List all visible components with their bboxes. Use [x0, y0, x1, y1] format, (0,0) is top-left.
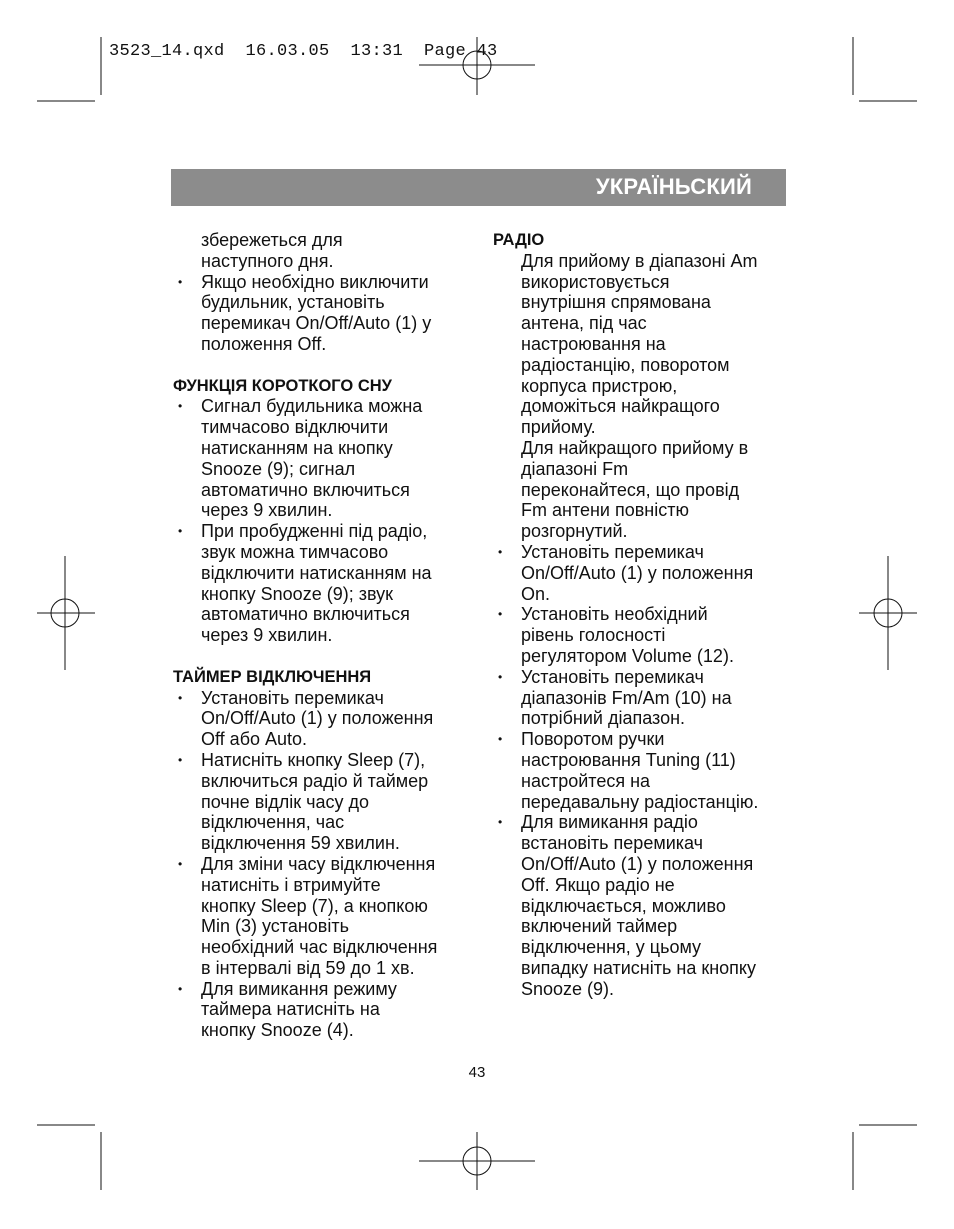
text-line: При пробудженні під радіо,	[201, 521, 428, 542]
text-line: відключення, у цьому	[521, 937, 702, 958]
bullet-item	[493, 812, 793, 999]
print-slug: 3523_14.qxd 16.03.05 13:31 Page 43	[109, 42, 498, 61]
text-line: Сигнал будильника можна	[201, 396, 423, 417]
text-line: Для найкращого прийому в	[521, 437, 749, 458]
text-line: Snooze (9).	[521, 978, 615, 999]
text-line: потрібний діапазон.	[521, 708, 686, 729]
bullet-dot-icon: •	[178, 524, 183, 539]
bullet-dot-icon: •	[178, 752, 183, 767]
bullet-item	[493, 729, 793, 812]
text-line: Fm антени повністю	[521, 500, 689, 521]
text-line: автоматично включиться	[201, 604, 410, 625]
bullet-dot-icon: •	[498, 815, 503, 830]
registration-mark-right	[859, 556, 917, 670]
text-line: прийому.	[521, 417, 596, 438]
text-line: почне відлік часу до	[201, 791, 370, 812]
left-column	[173, 230, 473, 1041]
text-line: встановіть перемикач	[521, 833, 704, 854]
bullet-dot-icon: •	[178, 981, 183, 996]
text-line: On/Off/Auto (1) у положення	[521, 562, 754, 583]
text-line: настроювання Tuning (11)	[521, 749, 736, 770]
bullet-dot-icon: •	[178, 690, 183, 705]
spacer	[173, 355, 473, 376]
text-line: Установіть перемикач	[521, 541, 704, 562]
text-line: включений таймер	[521, 916, 678, 937]
text-line: автоматично включиться	[201, 479, 410, 500]
text-line: випадку натисніть на кнопку	[521, 957, 756, 978]
text-line: рівень голосності	[521, 625, 666, 646]
text-line: Поворотом ручки	[521, 729, 665, 750]
text-line: Min (3) установіть	[201, 916, 349, 937]
text-line: корпуса пристрою,	[521, 375, 678, 396]
text-line: On/Off/Auto (1) у положення	[521, 853, 754, 874]
text-line: наступного дня.	[201, 250, 334, 271]
text-line: в інтервалі від 59 до 1 хв.	[201, 957, 415, 978]
bullet-item	[173, 750, 473, 854]
text-line: On.	[521, 583, 551, 604]
language-title: УКРАЇНЬСКИЙ	[595, 174, 752, 199]
bullet-item	[173, 521, 473, 646]
bullet-item	[173, 272, 473, 355]
bullet-item	[493, 542, 793, 604]
paragraph	[493, 438, 793, 542]
text-line: натисканням на кнопку	[201, 437, 393, 458]
text-line: відключення, час	[201, 812, 345, 833]
spacer	[173, 646, 473, 667]
text-line: антена, під час	[521, 313, 647, 334]
text-line: Для вимикання радіо	[521, 812, 698, 833]
text-line: Установіть перемикач	[521, 666, 704, 687]
bullet-dot-icon: •	[178, 399, 183, 414]
bullet-item	[173, 979, 473, 1041]
registration-mark-bottom	[419, 1132, 535, 1190]
text-line: переконайтеся, що провід	[521, 479, 740, 500]
text-line: розгорнутий.	[521, 521, 628, 542]
text-line: перемикач On/Off/Auto (1) у	[201, 313, 432, 334]
text-line: натисніть і втримуйте	[201, 874, 381, 895]
text-line: Установіть перемикач	[201, 687, 384, 708]
text-line: Якщо необхідно виключити	[201, 271, 429, 292]
text-line: Для зміни часу відключення	[201, 853, 436, 874]
text-line: Off. Якщо радіо не	[521, 874, 675, 895]
text-line: Натисніть кнопку Sleep (7),	[201, 749, 426, 770]
text-line: кнопку Snooze (4).	[201, 1020, 354, 1041]
text-line: внутрішня спрямована	[521, 292, 711, 313]
text-line: відключення 59 хвилин.	[201, 833, 400, 854]
section-heading: ФУНКЦІЯ КОРОТКОГО СНУ	[173, 376, 392, 395]
text-line: настроювання на	[521, 333, 666, 354]
text-line: тимчасово відключити	[201, 417, 389, 438]
bullet-item	[173, 396, 473, 521]
text-line: збережеться для	[201, 230, 343, 250]
section-heading: РАДІО	[493, 231, 545, 249]
registration-mark-left	[37, 556, 95, 670]
bullet-item	[493, 667, 793, 729]
text-line: кнопку Sleep (7), а кнопкою	[201, 895, 428, 916]
text-line: кнопку Snooze (9); звук	[201, 583, 393, 604]
right-column	[493, 230, 793, 999]
text-line: звук можна тимчасово	[201, 541, 389, 562]
text-line: через 9 хвилин.	[201, 500, 333, 521]
text-line: відключається, можливо	[521, 895, 726, 916]
text-line: Для вимикання режиму	[201, 978, 397, 999]
text-line: Off або Auto.	[201, 729, 308, 750]
continuation-text	[173, 230, 473, 272]
text-line: необхідний час відключення	[201, 937, 438, 958]
text-line: Установіть необхідний	[521, 604, 708, 625]
section-heading: ТАЙМЕР ВІДКЛЮЧЕННЯ	[173, 667, 372, 686]
bullet-dot-icon: •	[498, 669, 503, 684]
page-number: 43	[468, 1064, 486, 1081]
text-line: таймера натисніть на	[201, 999, 380, 1020]
text-line: доможіться найкращого	[521, 396, 720, 417]
text-line: діапазоні Fm	[521, 458, 629, 479]
bullet-item	[493, 604, 793, 666]
text-line: використовується	[521, 271, 670, 292]
text-line: Для прийому в діапазоні Am	[521, 250, 758, 271]
text-line: регулятором Volume (12).	[521, 645, 734, 666]
text-line: радіостанцію, поворотом	[521, 354, 730, 375]
text-line: On/Off/Auto (1) у положення	[201, 708, 434, 729]
bullet-dot-icon: •	[178, 274, 183, 289]
text-line: через 9 хвилин.	[201, 625, 333, 646]
bullet-dot-icon: •	[178, 856, 183, 871]
text-line: будильник, установіть	[201, 292, 385, 313]
bullet-item	[173, 688, 473, 750]
bullet-dot-icon: •	[498, 544, 503, 559]
text-line: Snooze (9); сигнал	[201, 458, 356, 479]
paragraph	[493, 251, 793, 438]
bullet-dot-icon: •	[498, 607, 503, 622]
text-line: діапазонів Fm/Am (10) на	[521, 687, 732, 708]
text-line: передавальну радіостанцію.	[521, 791, 759, 812]
bullet-item	[173, 854, 473, 979]
text-line: положення Off.	[201, 333, 327, 354]
language-header-bar	[171, 169, 786, 206]
text-line: настройтеся на	[521, 770, 651, 791]
text-line: включиться радіо й таймер	[201, 770, 429, 791]
bullet-dot-icon: •	[498, 732, 503, 747]
text-line: відключити натисканням на	[201, 562, 432, 583]
registration-mark-top	[419, 37, 535, 95]
